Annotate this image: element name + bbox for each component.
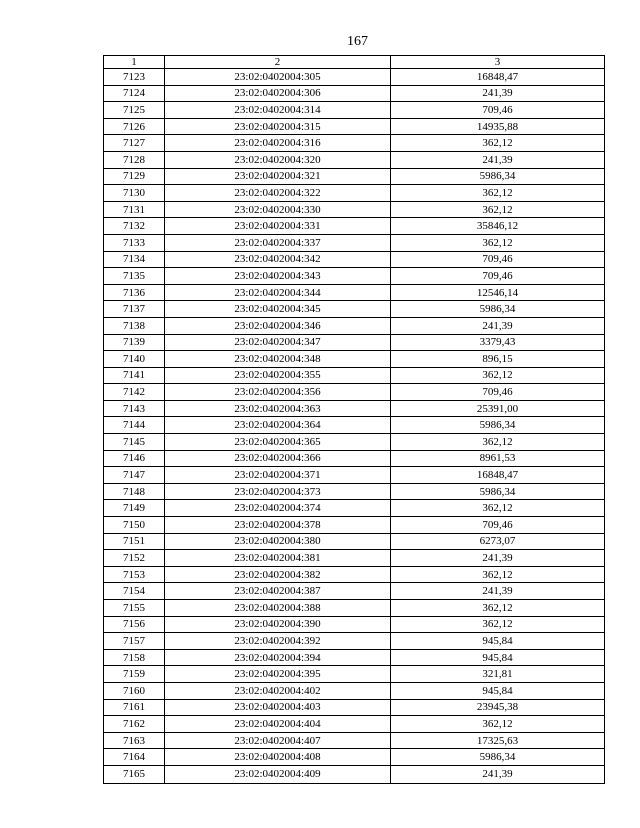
value-cell: 362,12 <box>391 566 605 583</box>
row-number-cell: 7155 <box>104 600 165 617</box>
cadastral-number-cell: 23:02:0402004:331 <box>165 218 391 235</box>
data-table <box>103 55 605 784</box>
table-row <box>104 450 605 467</box>
table-row <box>104 533 605 550</box>
cadastral-number-cell: 23:02:0402004:388 <box>165 600 391 617</box>
header-row <box>104 56 605 69</box>
column-header-1: 1 <box>104 56 165 69</box>
cadastral-number-cell: 23:02:0402004:346 <box>165 317 391 334</box>
table-row <box>104 301 605 318</box>
value-cell: 241,39 <box>391 85 605 102</box>
cadastral-number-cell: 23:02:0402004:316 <box>165 135 391 152</box>
table-row <box>104 732 605 749</box>
row-number-cell: 7150 <box>104 517 165 534</box>
table-row <box>104 583 605 600</box>
cadastral-number-cell: 23:02:0402004:342 <box>165 251 391 268</box>
row-number-cell: 7162 <box>104 716 165 733</box>
value-cell: 12546,14 <box>391 284 605 301</box>
value-cell: 5986,34 <box>391 301 605 318</box>
cadastral-number-cell: 23:02:0402004:409 <box>165 765 391 783</box>
row-number-cell: 7124 <box>104 85 165 102</box>
row-number-cell: 7152 <box>104 550 165 567</box>
cadastral-number-cell: 23:02:0402004:364 <box>165 417 391 434</box>
value-cell: 5986,34 <box>391 749 605 766</box>
row-number-cell: 7151 <box>104 533 165 550</box>
value-cell: 362,12 <box>391 135 605 152</box>
table-row <box>104 102 605 119</box>
value-cell: 896,15 <box>391 351 605 368</box>
table-row <box>104 284 605 301</box>
value-cell: 362,12 <box>391 716 605 733</box>
value-cell: 14935,88 <box>391 118 605 135</box>
row-number-cell: 7138 <box>104 317 165 334</box>
table-row <box>104 682 605 699</box>
cadastral-number-cell: 23:02:0402004:355 <box>165 367 391 384</box>
cadastral-number-cell: 23:02:0402004:371 <box>165 467 391 484</box>
table-row <box>104 699 605 716</box>
row-number-cell: 7149 <box>104 500 165 517</box>
cadastral-number-cell: 23:02:0402004:403 <box>165 699 391 716</box>
cadastral-number-cell: 23:02:0402004:330 <box>165 201 391 218</box>
row-number-cell: 7136 <box>104 284 165 301</box>
value-cell: 362,12 <box>391 185 605 202</box>
cadastral-number-cell: 23:02:0402004:392 <box>165 633 391 650</box>
table-row <box>104 135 605 152</box>
table-row <box>104 118 605 135</box>
table-row <box>104 649 605 666</box>
table-row <box>104 168 605 185</box>
row-number-cell: 7139 <box>104 334 165 351</box>
table-row <box>104 334 605 351</box>
column-header-3: 3 <box>391 56 605 69</box>
cadastral-number-cell: 23:02:0402004:366 <box>165 450 391 467</box>
column-header-2: 2 <box>165 56 391 69</box>
value-cell: 16848,47 <box>391 69 605 86</box>
value-cell: 241,39 <box>391 765 605 783</box>
value-cell: 241,39 <box>391 583 605 600</box>
row-number-cell: 7146 <box>104 450 165 467</box>
table-row <box>104 467 605 484</box>
value-cell: 362,12 <box>391 201 605 218</box>
table-row <box>104 251 605 268</box>
cadastral-number-cell: 23:02:0402004:407 <box>165 732 391 749</box>
row-number-cell: 7165 <box>104 765 165 783</box>
value-cell: 945,84 <box>391 682 605 699</box>
value-cell: 241,39 <box>391 317 605 334</box>
value-cell: 362,12 <box>391 616 605 633</box>
value-cell: 8961,53 <box>391 450 605 467</box>
row-number-cell: 7145 <box>104 434 165 451</box>
value-cell: 362,12 <box>391 367 605 384</box>
row-number-cell: 7157 <box>104 633 165 650</box>
row-number-cell: 7127 <box>104 135 165 152</box>
row-number-cell: 7131 <box>104 201 165 218</box>
table-row <box>104 384 605 401</box>
row-number-cell: 7129 <box>104 168 165 185</box>
row-number-cell: 7164 <box>104 749 165 766</box>
table-row <box>104 616 605 633</box>
cadastral-number-cell: 23:02:0402004:347 <box>165 334 391 351</box>
row-number-cell: 7126 <box>104 118 165 135</box>
table-row <box>104 317 605 334</box>
table-row <box>104 151 605 168</box>
value-cell: 3379,43 <box>391 334 605 351</box>
value-cell: 945,84 <box>391 633 605 650</box>
value-cell: 709,46 <box>391 384 605 401</box>
cadastral-number-cell: 23:02:0402004:380 <box>165 533 391 550</box>
cadastral-number-cell: 23:02:0402004:378 <box>165 517 391 534</box>
value-cell: 25391,00 <box>391 400 605 417</box>
table-row <box>104 566 605 583</box>
row-number-cell: 7142 <box>104 384 165 401</box>
row-number-cell: 7156 <box>104 616 165 633</box>
row-number-cell: 7133 <box>104 234 165 251</box>
table-row <box>104 185 605 202</box>
value-cell: 17325,63 <box>391 732 605 749</box>
cadastral-number-cell: 23:02:0402004:348 <box>165 351 391 368</box>
value-cell: 709,46 <box>391 102 605 119</box>
value-cell: 709,46 <box>391 517 605 534</box>
table-row <box>104 234 605 251</box>
cadastral-number-cell: 23:02:0402004:315 <box>165 118 391 135</box>
table-row <box>104 268 605 285</box>
table-row <box>104 417 605 434</box>
cadastral-number-cell: 23:02:0402004:306 <box>165 85 391 102</box>
cadastral-number-cell: 23:02:0402004:394 <box>165 649 391 666</box>
value-cell: 362,12 <box>391 600 605 617</box>
table-row <box>104 351 605 368</box>
table-row <box>104 85 605 102</box>
cadastral-number-cell: 23:02:0402004:337 <box>165 234 391 251</box>
cadastral-number-cell: 23:02:0402004:343 <box>165 268 391 285</box>
row-number-cell: 7123 <box>104 69 165 86</box>
table-row <box>104 434 605 451</box>
table-header <box>104 56 605 69</box>
value-cell: 5986,34 <box>391 417 605 434</box>
row-number-cell: 7158 <box>104 649 165 666</box>
row-number-cell: 7154 <box>104 583 165 600</box>
row-number-cell: 7128 <box>104 151 165 168</box>
row-number-cell: 7153 <box>104 566 165 583</box>
row-number-cell: 7160 <box>104 682 165 699</box>
value-cell: 16848,47 <box>391 467 605 484</box>
value-cell: 5986,34 <box>391 483 605 500</box>
cadastral-number-cell: 23:02:0402004:387 <box>165 583 391 600</box>
row-number-cell: 7137 <box>104 301 165 318</box>
table-body <box>104 69 605 784</box>
cadastral-number-cell: 23:02:0402004:345 <box>165 301 391 318</box>
table-row <box>104 550 605 567</box>
table-row <box>104 69 605 86</box>
value-cell: 362,12 <box>391 500 605 517</box>
cadastral-number-cell: 23:02:0402004:382 <box>165 566 391 583</box>
row-number-cell: 7130 <box>104 185 165 202</box>
cadastral-number-cell: 23:02:0402004:321 <box>165 168 391 185</box>
table-row <box>104 749 605 766</box>
cadastral-number-cell: 23:02:0402004:374 <box>165 500 391 517</box>
value-cell: 35846,12 <box>391 218 605 235</box>
table-row <box>104 600 605 617</box>
row-number-cell: 7148 <box>104 483 165 500</box>
table-row <box>104 201 605 218</box>
value-cell: 6273,07 <box>391 533 605 550</box>
table-row <box>104 633 605 650</box>
cadastral-number-cell: 23:02:0402004:408 <box>165 749 391 766</box>
cadastral-number-cell: 23:02:0402004:390 <box>165 616 391 633</box>
row-number-cell: 7144 <box>104 417 165 434</box>
cadastral-number-cell: 23:02:0402004:314 <box>165 102 391 119</box>
cadastral-number-cell: 23:02:0402004:381 <box>165 550 391 567</box>
row-number-cell: 7132 <box>104 218 165 235</box>
value-cell: 945,84 <box>391 649 605 666</box>
value-cell: 709,46 <box>391 251 605 268</box>
row-number-cell: 7161 <box>104 699 165 716</box>
table-row <box>104 400 605 417</box>
cadastral-number-cell: 23:02:0402004:305 <box>165 69 391 86</box>
cadastral-number-cell: 23:02:0402004:365 <box>165 434 391 451</box>
row-number-cell: 7163 <box>104 732 165 749</box>
value-cell: 362,12 <box>391 434 605 451</box>
cadastral-number-cell: 23:02:0402004:322 <box>165 185 391 202</box>
page-number: 167 <box>347 34 368 49</box>
row-number-cell: 7147 <box>104 467 165 484</box>
cadastral-number-cell: 23:02:0402004:363 <box>165 400 391 417</box>
table-row <box>104 716 605 733</box>
row-number-cell: 7143 <box>104 400 165 417</box>
row-number-cell: 7141 <box>104 367 165 384</box>
row-number-cell: 7125 <box>104 102 165 119</box>
table-row <box>104 765 605 783</box>
cadastral-number-cell: 23:02:0402004:344 <box>165 284 391 301</box>
row-number-cell: 7135 <box>104 268 165 285</box>
cadastral-number-cell: 23:02:0402004:402 <box>165 682 391 699</box>
value-cell: 241,39 <box>391 550 605 567</box>
row-number-cell: 7140 <box>104 351 165 368</box>
value-cell: 5986,34 <box>391 168 605 185</box>
cadastral-number-cell: 23:02:0402004:320 <box>165 151 391 168</box>
value-cell: 709,46 <box>391 268 605 285</box>
table-row <box>104 666 605 683</box>
row-number-cell: 7134 <box>104 251 165 268</box>
table-row <box>104 367 605 384</box>
table-row <box>104 517 605 534</box>
cadastral-number-cell: 23:02:0402004:395 <box>165 666 391 683</box>
table-row <box>104 500 605 517</box>
table-row <box>104 483 605 500</box>
cadastral-number-cell: 23:02:0402004:356 <box>165 384 391 401</box>
cadastral-number-cell: 23:02:0402004:404 <box>165 716 391 733</box>
table-row <box>104 218 605 235</box>
cadastral-number-cell: 23:02:0402004:373 <box>165 483 391 500</box>
value-cell: 241,39 <box>391 151 605 168</box>
value-cell: 321,81 <box>391 666 605 683</box>
value-cell: 362,12 <box>391 234 605 251</box>
row-number-cell: 7159 <box>104 666 165 683</box>
value-cell: 23945,38 <box>391 699 605 716</box>
